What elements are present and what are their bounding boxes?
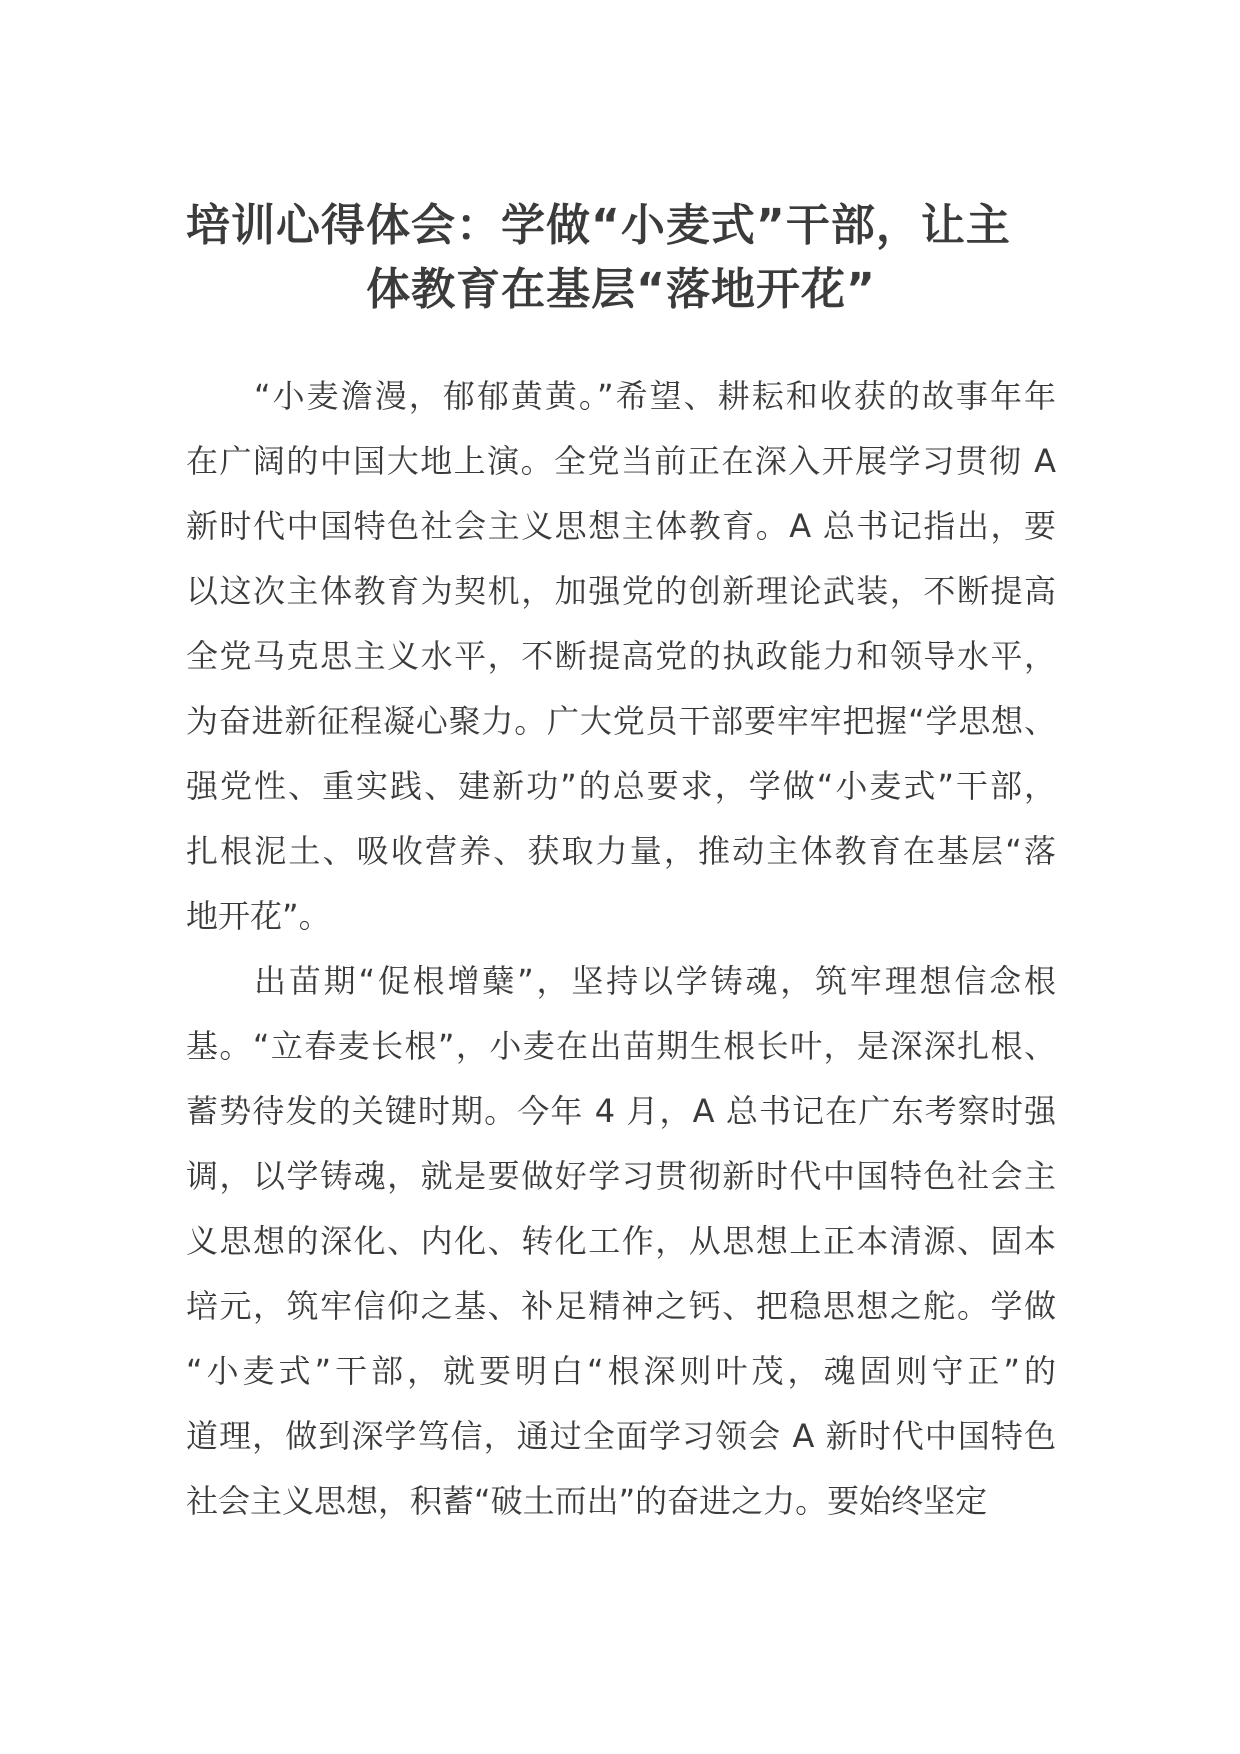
paragraph-1 [186, 364, 1056, 949]
paragraph-line: 社会主义思想，积蓄“破土而出”的奋进之力。要始终坚定 [186, 1482, 988, 1520]
paragraph-line: 地开花”。 [186, 897, 331, 935]
title-line-1: 培训心得体会：学做“小麦式”干部，让主 [186, 200, 1011, 251]
paragraph-line: 全党马克思主义水平，不断提高党的执政能力和领导水平， [186, 637, 1056, 675]
paragraph-line: “小麦式”干部，就要明白“根深则叶茂，魂固则守正”的 [186, 1352, 1056, 1390]
paragraph-line: 在广阔的中国大地上演。全党当前正在深入开展学习贯彻 A [186, 442, 1056, 480]
paragraph-line: 为奋进新征程凝心聚力。广大党员干部要牢牢把握“学思想、 [186, 702, 1056, 740]
paragraph-line: 以这次主体教育为契机，加强党的创新理论武装，不断提高 [186, 572, 1056, 610]
paragraph-line: 调，以学铸魂，就是要做好学习贯彻新时代中国特色社会主 [186, 1157, 1056, 1195]
paragraph-line: 出苗期“促根增蘖”，坚持以学铸魂，筑牢理想信念根 [254, 962, 1056, 1000]
paragraph-line: 基。“立春麦长根”，小麦在出苗期生根长叶，是深深扎根、 [186, 1027, 1056, 1065]
paragraph-line: 道理，做到深学笃信，通过全面学习领会 A 新时代中国特色 [186, 1417, 1056, 1455]
title-line-2: 体教育在基层“落地开花” [366, 264, 876, 315]
paragraph-line: 义思想的深化、内化、转化工作，从思想上正本清源、固本 [186, 1222, 1056, 1260]
paragraph-line: 扎根泥土、吸收营养、获取力量，推动主体教育在基层“落 [186, 832, 1056, 870]
paragraph-line: 培元，筑牢信仰之基、补足精神之钙、把稳思想之舵。学做 [186, 1287, 1056, 1325]
paragraph-2 [186, 949, 1056, 1534]
paragraph-line: 蓄势待发的关键时期。今年 4 月，A 总书记在广东考察时强 [186, 1092, 1056, 1130]
document-title [186, 194, 1056, 322]
document-body [186, 364, 1056, 1534]
paragraph-line: 新时代中国特色社会主义思想主体教育。A 总书记指出，要 [186, 507, 1056, 545]
paragraph-line: 强党性、重实践、建新功”的总要求，学做“小麦式”干部， [186, 767, 1056, 805]
paragraph-line: “小麦澹漫，郁郁黄黄。”希望、耕耘和收获的故事年年 [254, 377, 1056, 415]
